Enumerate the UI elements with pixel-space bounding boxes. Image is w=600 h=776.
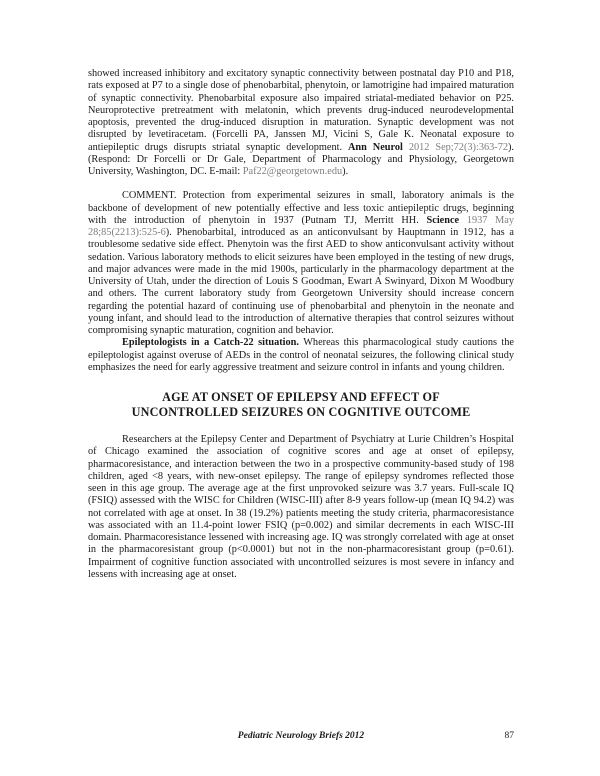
intro-text: showed increased inhibitory and excitatory synaptic connectivity between postnatal day P10 and P18, rats exposed at P7 to a single dose of phenobarbital, phenytoin, or lamotrigine had impaired maturation of synaptic connectivity. Phenobarbital exposure also impaired striatal-mediated behavior on P25. Neuroprotective pretreatment with melatonin, which prevents drug-induced neurodevelopmental apoptosis, prevented the drug-induced disruption in maturation. Synaptic development was not disrupted by levetiracetam. (Forcelli PA, Janssen MJ, Vicini S, Gale K. Neonatal exposure to antiepileptic drugs disrupts striatal synaptic development. [88,68,514,153]
comment-rest: ). Phenobarbital, introduced as an anticonvulsant by Hauptmann in 1912, has a troublesome sedative side effect. Phenytoin was the first AED to show anticonvulsant activity without sedation. Various laboratory methods to elicit seizures have been employed in the testing of new drugs, and major advances were made in the mid 1900s, particularly in the pharmacology department at the University of Utah, under the direction of Louis S Goodman, Ewart A Swinyard, Dixon M Woodbury and others. The current laboratory study from Georgetown University should increase concern regarding the potential hazard of continuing use of phenobarbital and phenytoin in the neonate and young infant, and should lead to the introduction of alternative therapies that control seizures without compromising synaptic maturation, cognition and behavior. [88,227,514,336]
article-page [88,68,514,581]
study-paragraph: Researchers at the Epilepsy Center and Department of Psychiatry at Lurie Children’s Hospital of Chicago examined the association of cognitive scores and age at onset of epilepsy, pharmacoresistance, and interaction between the two in a prospective community-based study of 198 children, aged <8 years, with new-onset epilepsy. The range of epilepsy syndromes reflected those seen in this age group. The average age at the first unprovoked seizure was 3.7 years. Full-scale IQ (FSIQ) assessed with the WISC for Children (WISC-III) after 8-9 years follow-up (mean IQ 94.2) was not correlated with age at onset. In 38 (19.2%) patients meeting the study criteria, pharmacoresistance was associated with an 11.4-point lower FSIQ (p=0.002) and similar decrements in each WISC-III domain. Pharmacoresistance lessened with increasing age. IQ was strongly correlated with age at onset in the pharmacoresistant group (p<0.0001) but not in the non-pharmacoresistant group (p=0.61). Impairment of cognitive function associated with uncontrolled seizures is most severe in infancy and lessens with increasing age at onset. [88,434,514,580]
intro-end: ). [342,166,349,177]
catch22-text: Whereas this pharmacological study cautions the epileptologist against overuse of AEDs in the control of neonatal seizures, the following clinical study emphasizes the need for early aggressive treatment and seizure control in infants and young children. [88,337,514,373]
section-heading [88,390,514,420]
intro-respond-text: ). (Respond: Dr Forcelli or Dr Gale, Department of Pharmacology and Physiology, Georgetown University, Washington, DC. E-mail: [88,141,515,177]
page-number: 87 [504,731,514,741]
comment-paragraph [88,190,514,337]
intro-journal: Ann Neurol [347,141,403,153]
intro-citation-link[interactable]: 2012 Sep;72(3):363-72 [408,141,508,153]
email-link[interactable]: Paf22@georgetown.edu [242,166,343,177]
catch22-paragraph [88,337,514,374]
catch22-lead: Epileptologists in a Catch-22 situation. [122,337,299,349]
comment-journal: Science [426,214,460,226]
intro-paragraph [88,68,514,178]
heading-line-1: AGE AT ONSET OF EPILEPSY AND EFFECT OF [162,390,440,404]
comment-citation-link[interactable]: 1937 May 28;85(2213):525-6 [88,214,514,238]
comment-text: COMMENT. Protection from experimental seizures in small, laboratory animals is the backbone of development of new potentially effective and less toxic antiepileptic drugs, beginning with the introduction of phenytoin in 1937 (Putnam TJ, Merritt HH. [88,190,514,226]
footer-journal-title: Pediatric Neurology Briefs 2012 [237,731,365,741]
heading-line-2: UNCONTROLLED SEIZURES ON COGNITIVE OUTCOME [131,405,471,419]
